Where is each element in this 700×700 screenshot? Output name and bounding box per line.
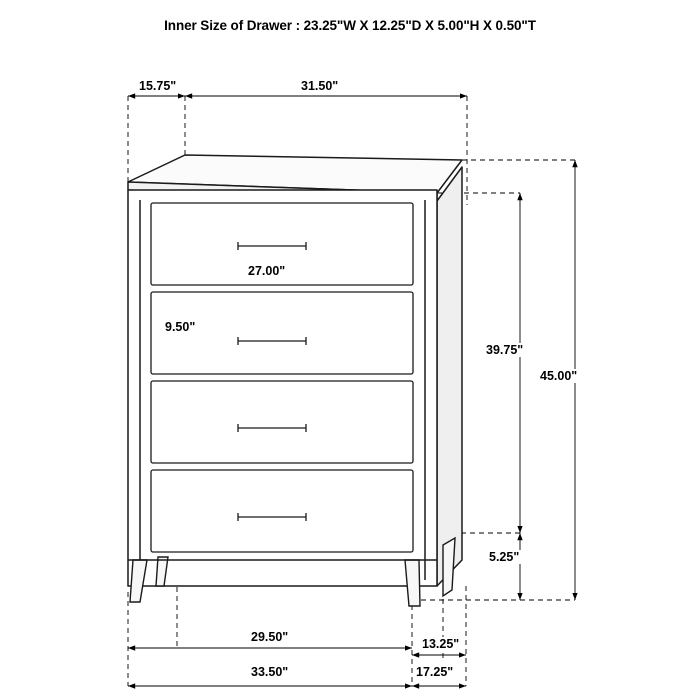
dimension-label-case-height: 39.75" — [486, 343, 524, 357]
dimension-label-overall-depth: 17.25" — [416, 665, 454, 679]
dimension-label-leg-span-side: 13.25" — [422, 637, 460, 651]
dimension-label-drawer-height: 9.50" — [165, 320, 196, 334]
dimension-label-drawer-width: 27.00" — [248, 264, 286, 278]
dimension-label-total-height: 45.00" — [540, 369, 578, 383]
page-title: Inner Size of Drawer : 23.25"W X 12.25"D X 5.00"H X 0.50"T — [164, 18, 536, 33]
dimension-label-leg-height: 5.25" — [489, 550, 520, 564]
dimension-label-width-top: 31.50" — [301, 79, 339, 93]
dimension-label-overall-width: 33.50" — [251, 665, 289, 679]
dimension-label-depth-top: 15.75" — [139, 79, 177, 93]
dimension-label-leg-span-front: 29.50" — [251, 630, 289, 644]
